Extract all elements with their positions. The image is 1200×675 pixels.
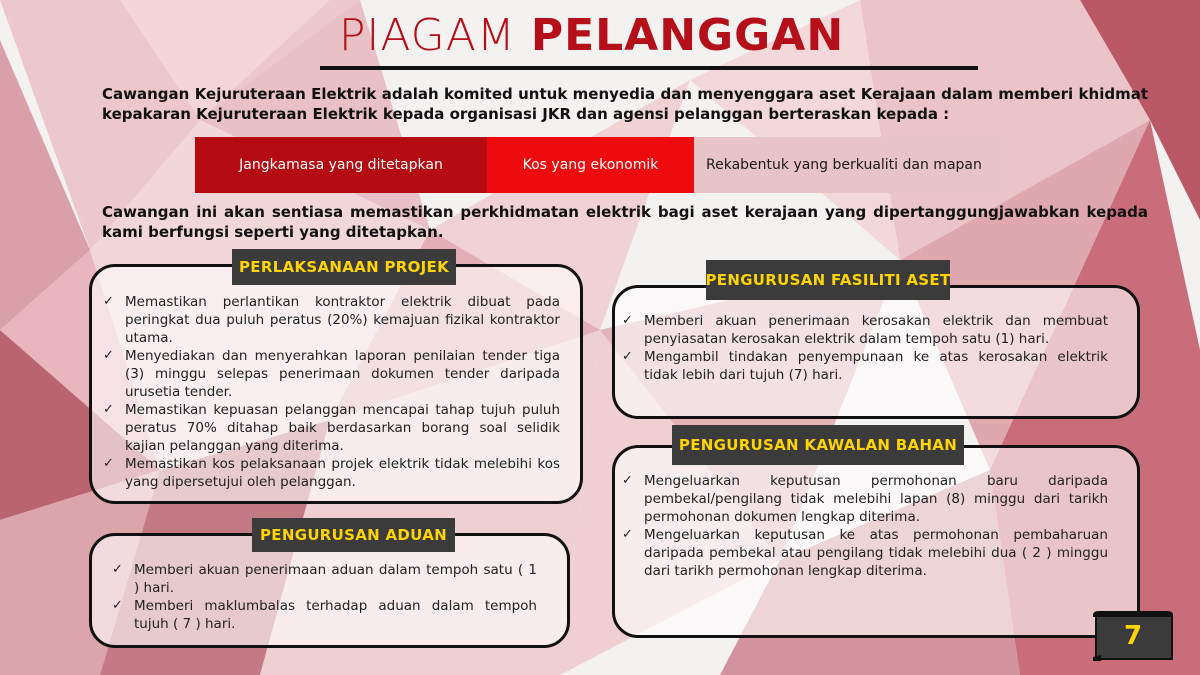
checkmark-icon: ✓ [622,473,633,488]
list-item [112,561,537,597]
list-item-text: Mengambil tindakan penyempunaan ke atas kerosakan elektrik tidak lebih dari tujuh (7) hari. [644,349,1108,383]
list-item-text: Memastikan kepuasan pelanggan mencapai tahap tujuh puluh peratus 70% ditahap baik berdasarkan borang soal selidik kajian pelanggan yang diterima. [125,402,560,454]
page-title-bold: PELANGGAN [530,10,845,61]
commitment-statement: Cawangan ini akan sentiasa memastikan perkhidmatan elektrik bagi aset kerajaan yang dipertanggungjawabkan kepada kami berfungsi seperti yang ditetapkan. [102,203,1148,241]
list-item [103,293,560,347]
checkmark-icon: ✓ [103,294,114,309]
checkmark-icon: ✓ [112,598,123,613]
pillar-economic-cost: Kos yang ekonomik [487,137,694,193]
list-item [103,455,560,491]
list-item-text: Memastikan perlantikan kontraktor elektrik dibuat pada peringkat dua puluh peratus (20%) kemajuan fizikal kontraktor utama. [125,294,560,346]
page-title [0,6,1183,66]
list-item [622,526,1108,580]
page-title-light: PIAGAM [338,10,531,61]
list-pengurusan-aduan [112,561,537,633]
list-item [622,312,1108,348]
panel-title-pengurusan-aduan: PENGURUSAN ADUAN [252,518,455,552]
pillar-quality-design: Rekabentuk yang berkualiti dan mapan [694,137,1006,193]
panel-title-pengurusan-fasiliti-aset: PENGURUSAN FASILITI ASET [706,260,950,300]
checkmark-icon: ✓ [622,527,633,542]
list-item [103,401,560,455]
checkmark-icon: ✓ [622,313,633,328]
checkmark-icon: ✓ [112,562,123,577]
pillar-timeframe: Jangkamasa yang ditetapkan [195,137,487,193]
list-pengurusan-fasiliti-aset [622,312,1108,384]
intro-paragraph: Cawangan Kejuruteraan Elektrik adalah komited untuk menyedia dan menyenggara aset Kerajaan dalam memberi khidmat kepakaran Kejuruteraan Elektrik kepada organisasi JKR dan agensi pelanggan berteraskan kepada : [102,85,1148,123]
list-item [622,472,1108,526]
panel-title-pengurusan-kawalan-bahan: PENGURUSAN KAWALAN BAHAN [672,425,964,465]
checkmark-icon: ✓ [622,349,633,364]
panel-title-perlaksanaan-projek: PERLAKSANAAN PROJEK [232,249,456,285]
list-item-text: Memastikan kos pelaksanaan projek elektrik tidak melebihi kos yang dipersetujui oleh pelanggan. [125,456,560,490]
list-item-text: Mengeluarkan keputusan permohonan baru daripada pembekal/pengilang tidak melebihi lapan (8) minggu dari tarikh permohonan dokumen lengkap diterima. [644,473,1108,525]
list-pengurusan-kawalan-bahan [622,472,1108,580]
list-item-text: Menyediakan dan menyerahkan laporan penilaian tender tiga (3) minggu selepas penerimaan dokumen tender daripada urusetia tender. [125,348,560,400]
list-item-text: Memberi akuan penerimaan aduan dalam tempoh satu ( 1 ) hari. [134,562,537,596]
checkmark-icon: ✓ [103,348,114,363]
list-item [622,348,1108,384]
list-item [103,347,560,401]
title-underline [320,66,978,70]
list-item-text: Memberi maklumbalas terhadap aduan dalam tempoh tujuh ( 7 ) hari. [134,598,537,632]
checkmark-icon: ✓ [103,456,114,471]
list-item [112,597,537,633]
page-number: 7 [1123,621,1143,651]
list-perlaksanaan-projek [103,293,560,491]
list-item-text: Memberi akuan penerimaan kerosakan elektrik dan membuat penyiasatan kerosakan elektrik dalam tempoh satu (1) hari. [644,313,1108,347]
list-item-text: Mengeluarkan keputusan ke atas permohonan pembaharuan daripada pembekal atau pengilang tidak melebihi dua ( 2 ) minggu dari tarikh permohonan lengkap diterima. [644,527,1108,579]
checkmark-icon: ✓ [103,402,114,417]
